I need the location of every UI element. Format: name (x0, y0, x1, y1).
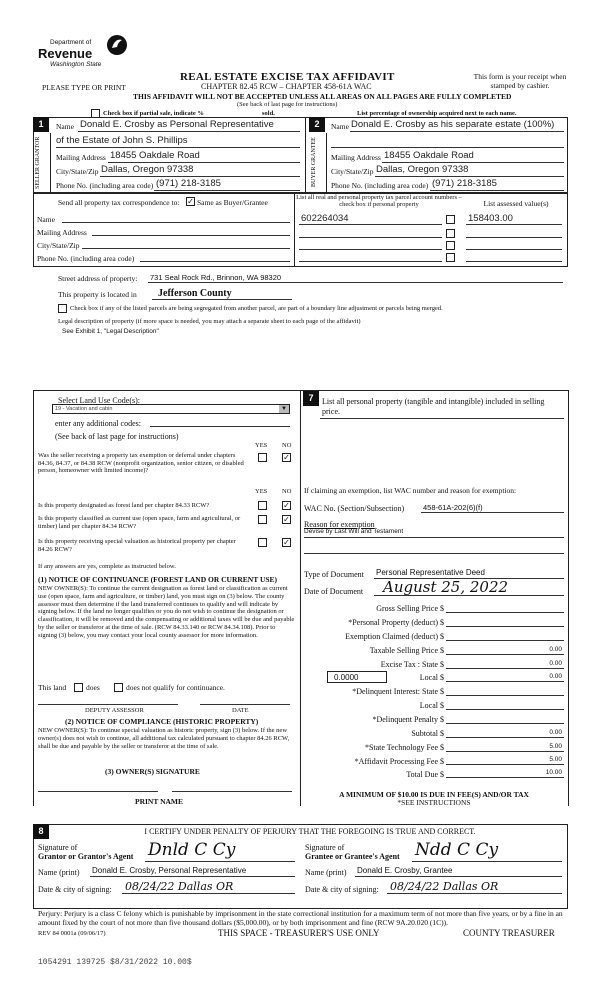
no-header-1: NO (282, 442, 292, 449)
parcel-2-personal-checkbox[interactable] (446, 229, 455, 238)
section-8-badge: 8 (33, 824, 49, 839)
local-rate-field[interactable]: 0.0000 (327, 671, 387, 683)
grantor-name-label: Name (print) (38, 868, 80, 877)
owner-signature-line-2[interactable] (172, 791, 292, 792)
assessor-date-label: DATE (232, 707, 249, 714)
send-correspondence-label: Send all property tax correspondence to: (58, 198, 180, 207)
wac-value[interactable]: 458-61A-202(6)(f) (423, 503, 483, 512)
grantee-name-label: Name (print) (305, 868, 347, 877)
perjury-statement: Perjury: Perjury is a class C felony which is punishable by imprisonment in the state correctional institution for a maximum term of not more than five years, or by a fine in an amount fixed by the court of not more than five thousand dollars ($5,000.00), or by both imprisonment and fine (RCW 9A.20.020 (1C)). (38, 909, 563, 927)
partial-sale-label: Check box if partial sale, indicate % (103, 110, 204, 117)
reason-label: Reason for exemption (304, 520, 375, 529)
grantor-agent-label: Grantor or Grantor's Agent (38, 852, 134, 861)
legal-desc-label: Legal description of property (if more space is needed, you may attach a separate sheet to each page of the affidavit) (58, 318, 361, 325)
minimum-due-note: A MINIMUM OF $10.00 IS DUE IN FEE(S) AND/OR TAX (339, 790, 529, 799)
corr-city-label: City/State/Zip (37, 241, 80, 250)
taxable-price-label: Taxable Selling Price $ (369, 646, 444, 655)
buyer-mailing-value[interactable]: 18455 Oakdale Road (384, 150, 474, 161)
seller-name-label: Name (56, 122, 74, 131)
land-use-select-value: 19 - Vacation and cabin (55, 406, 113, 412)
grantor-name-value[interactable]: Donald E. Crosby, Personal Representative (92, 866, 247, 875)
warning-text: THIS AFFIDAVIT WILL NOT BE ACCEPTED UNLESS ALL AREAS ON ALL PAGES ARE FULLY COMPLETED (133, 92, 512, 101)
dropdown-arrow-icon[interactable]: ▼ (279, 405, 289, 413)
section-2-badge: 2 (309, 117, 325, 132)
deputy-assessor-label: DEPUTY ASSESSOR (85, 707, 144, 714)
seller-mailing-value[interactable]: 18455 Oakdale Road (110, 150, 200, 161)
doc-date-value[interactable]: August 25, 2022 (383, 578, 509, 596)
q1-no-checkbox[interactable]: ✓ (283, 453, 290, 462)
local-tax-value[interactable]: 0.00 (549, 673, 562, 680)
buyer-mailing-label: Mailing Address (331, 153, 381, 162)
q3-yes-checkbox[interactable] (258, 515, 267, 524)
logo-line2: Revenue (38, 46, 93, 61)
taxable-price-value[interactable]: 0.00 (549, 646, 562, 653)
county-value[interactable]: Jefferson County (158, 288, 232, 299)
section-1-badge: 1 (33, 117, 49, 132)
q4-no-checkbox[interactable]: ✓ (283, 538, 290, 547)
seller-city-value[interactable]: Dallas, Oregon 97338 (101, 164, 194, 175)
segregated-note: Check box if any of the listed parcels are being segregated from another parcel, are part of a boundary line adjustment or parcels being merged. (70, 305, 443, 312)
exemption-claim-label: If claiming an exemption, list WAC number and reason for exemption: (304, 486, 517, 495)
receipt-note: This form is your receipt when stamped by cashier. (473, 72, 567, 90)
q2-no-checkbox[interactable]: ✓ (283, 501, 290, 510)
excise-state-value[interactable]: 0.00 (549, 660, 562, 667)
compliance-text: NEW OWNER(S): To continue special valuation as historic property, sign (3) below. If the new owner(s) does not wish to continue, all additional tax calculated pursuant to chapter 84.26 RCW, shall be due and payable by the seller or transferor at the time of sale. (38, 727, 290, 750)
seller-side-label: SELLER GRANTOR (35, 136, 41, 189)
exemption-claimed-label: Exemption Claimed (deduct) $ (345, 632, 444, 641)
corr-name-label: Name (37, 215, 55, 224)
exemption-question: Was the seller receiving a property tax exemption or deferral under chapters 84.36, 84.37, or 84.38 RCW (nonprofit organization, senior citizen, or disabled person, homeowner with limited income)? (38, 452, 244, 474)
logo-line3: Washington State (50, 61, 102, 68)
dor-logo-icon (106, 34, 128, 56)
local-tax-label: Local $ (419, 673, 444, 682)
excise-state-label: Excise Tax : State $ (380, 660, 444, 669)
buyer-phone-label: Phone No. (including area code) (331, 181, 429, 190)
seller-phone-label: Phone No. (including area code) (56, 181, 154, 190)
delinquent-local-label: Local $ (419, 701, 444, 710)
print-name-label: PRINT NAME (135, 797, 183, 806)
yes-header-1: YES (255, 442, 268, 449)
personal-property-label: List all personal property (tangible and intangible) included in selling price. (322, 397, 545, 416)
affidavit-fee-value[interactable]: 5.00 (549, 756, 562, 763)
q2-yes-checkbox[interactable] (258, 501, 267, 510)
grantee-name-value[interactable]: Donald E. Crosby, Grantee (357, 866, 453, 875)
corr-mailing-label: Mailing Address (37, 228, 87, 237)
does-not-checkbox[interactable] (114, 683, 123, 692)
rev-number: REV 84 0001a (09/06/17) (38, 930, 106, 937)
grantor-signature[interactable]: Dnld C Cy (148, 840, 236, 860)
select-land-use-label: Select Land Use Code(s): (58, 396, 140, 405)
corr-phone-label: Phone No. (including area code) (37, 254, 135, 263)
street-address-label: Street address of property: (58, 274, 138, 283)
please-type: PLEASE TYPE OR PRINT (42, 83, 126, 92)
buyer-city-value[interactable]: Dallas, Oregon 97338 (376, 164, 469, 175)
land-use-see-back: (See back of last page for instructions) (55, 432, 179, 441)
county-treasurer-label: COUNTY TREASURER (463, 928, 555, 938)
subtotal-value[interactable]: 0.00 (549, 729, 562, 736)
land-use-select[interactable] (52, 404, 290, 414)
located-in-label: This property is located in (58, 290, 137, 299)
seller-name-value[interactable]: Donald E. Crosby as Personal Representative (80, 119, 274, 130)
receipt-stamp: 1054291 139725 $8/31/2022 10.00$ (38, 958, 192, 967)
state-tech-fee-value[interactable]: 5.00 (549, 743, 562, 750)
grantor-sig-label-top: Signature of (38, 843, 78, 852)
delinquent-interest-label: *Delinquent Interest: State $ (352, 687, 444, 696)
logo-line1: Department of (50, 39, 92, 46)
affidavit-fee-label: *Affidavit Processing Fee $ (354, 757, 444, 766)
street-address-value[interactable]: 731 Seal Rock Rd., Brinnon, WA 98320 (150, 273, 282, 282)
state-tech-fee-label: *State Technology Fee $ (364, 743, 444, 752)
delinquent-penalty-label: *Delinquent Penalty $ (372, 715, 444, 724)
segregated-checkbox[interactable] (58, 304, 67, 313)
section-7-badge: 7 (303, 391, 319, 406)
doc-date-label: Date of Document (304, 587, 364, 596)
grantee-date-value[interactable]: 08/24/22 Dallas OR (390, 880, 499, 893)
form-title: REAL ESTATE EXCISE TAX AFFIDAVIT (180, 71, 395, 83)
parcel-1-personal-checkbox[interactable] (446, 215, 455, 224)
seller-phone-value[interactable]: (971) 218-3185 (156, 178, 221, 189)
doc-type-value[interactable]: Personal Representative Deed (376, 568, 485, 577)
total-due-value[interactable]: 10.00 (545, 769, 562, 776)
continuance-title: (1) NOTICE OF CONTINUANCE (FOREST LAND OR CURRENT USE) (38, 575, 278, 584)
same-as-buyer-checkbox[interactable]: ✓ (187, 197, 194, 206)
subtotal-label: Subtotal $ (411, 729, 444, 738)
additional-codes-label: enter any additional codes: (55, 419, 141, 428)
buyer-city-label: City/State/Zip (331, 167, 374, 176)
list-pct-label: List percentage of ownership acquired next to each name. (357, 110, 517, 117)
q3-no-checkbox[interactable]: ✓ (283, 515, 290, 524)
does-label: does (86, 683, 100, 692)
doc-type-label: Type of Document (304, 570, 364, 579)
grantor-date-value[interactable]: 08/24/22 Dallas OR (125, 880, 234, 893)
q1-yes-checkbox[interactable] (258, 453, 267, 462)
seller-name-value2[interactable]: of the Estate of John S. Phillips (56, 135, 188, 146)
if-yes-note: If any answers are yes, complete as instructed below. (38, 563, 176, 570)
grantee-signature[interactable]: Ndd C Cy (415, 840, 499, 860)
parcel-3-personal-checkbox[interactable] (446, 241, 455, 250)
no-header-2: NO (282, 488, 292, 495)
buyer-side-label: BUYER GRANTEE (311, 137, 317, 188)
sold-label: sold. (262, 110, 275, 117)
total-due-label: Total Due $ (406, 770, 444, 779)
additional-codes-field[interactable] (150, 426, 290, 427)
continuance-text: NEW OWNER(S): To continue the current designation as forest land or classification as current use (open space, farm and agriculture, or timber) land, you must sign on (3) below. The county assessor must then determine if the land transferred continues to qualify and will indicate by signing below. If the land no longer qualifies or you do not wish to continue the designation or classification, it will be removed and the compensating or additional taxes will be due and payable by the seller or transferor at the time of sale. (RCW 84.33.140 or RCW 84.34.108). Prior to signing (3) below, you may contact your local county assessor for more information. (38, 585, 295, 639)
grantee-sig-label-top: Signature of (305, 843, 345, 852)
same-as-buyer-label: Same as Buyer/Grantee (197, 198, 268, 207)
parcels-header: List all real and personal property tax parcel account numbers – check box if personal property (296, 194, 462, 208)
current-use-question: Is this property classified as current use (open space, farm and agricultural, or timber) land per chapter 84.34 RCW? (38, 515, 241, 530)
wac-label: WAC No. (Section/Subsection) (304, 504, 405, 513)
seller-city-label: City/State/Zip (56, 167, 99, 176)
see-back-note: (See back of last page for instructions) (237, 101, 338, 108)
this-land-label: This land (38, 683, 67, 692)
yes-header-2: YES (255, 488, 268, 495)
grantor-date-label: Date & city of signing: (38, 885, 112, 894)
buyer-name-value[interactable]: Donald E. Crosby as his separate estate (100%) (351, 119, 555, 130)
forest-land-question: Is this property designated as forest land per chapter 84.33 RCW? (38, 502, 210, 509)
reason-value[interactable]: Devise by Last Will and Testament (304, 528, 404, 535)
chapter-ref: CHAPTER 82.45 RCW – CHAPTER 458-61A WAC (201, 82, 372, 91)
assessed-values-header: List assessed value(s) (483, 199, 549, 208)
parcel-number-1[interactable]: 602264034 (301, 213, 349, 224)
grantee-date-label: Date & city of signing: (305, 885, 379, 894)
historical-question: Is this property receiving special valuation as historical property per chapter 84.26 RCW? (38, 538, 236, 553)
see-instructions-note: *SEE INSTRUCTIONS (397, 798, 471, 807)
gross-price-label: Gross Selling Price $ (376, 604, 444, 613)
dor-logo (38, 34, 138, 72)
owner-signature-title: (3) OWNER(S) SIGNATURE (105, 767, 200, 776)
buyer-phone-value[interactable]: (971) 218-3185 (432, 178, 497, 189)
compliance-title: (2) NOTICE OF COMPLIANCE (HISTORIC PROPERTY) (65, 717, 259, 726)
buyer-name-label: Name (331, 122, 349, 131)
assessed-value-1[interactable]: 158403.00 (468, 213, 513, 224)
parcel-4-personal-checkbox[interactable] (446, 253, 455, 262)
seller-mailing-label: Mailing Address (56, 153, 106, 162)
q4-yes-checkbox[interactable] (258, 538, 267, 547)
certify-title: I CERTIFY UNDER PENALTY OF PERJURY THAT THE FOREGOING IS TRUE AND CORRECT. (144, 827, 476, 836)
grantee-agent-label: Grantee or Grantee's Agent (305, 852, 400, 861)
personal-property-deduct-label: *Personal Property (deduct) $ (348, 618, 444, 627)
legal-desc-value[interactable]: See Exhibit 1, "Legal Description" (62, 328, 159, 335)
does-checkbox[interactable] (74, 683, 83, 692)
does-not-label: does not qualify for continuance. (126, 683, 225, 692)
owner-signature-line-1[interactable] (38, 791, 158, 792)
treasurer-space-label: THIS SPACE - TREASURER'S USE ONLY (218, 928, 380, 938)
